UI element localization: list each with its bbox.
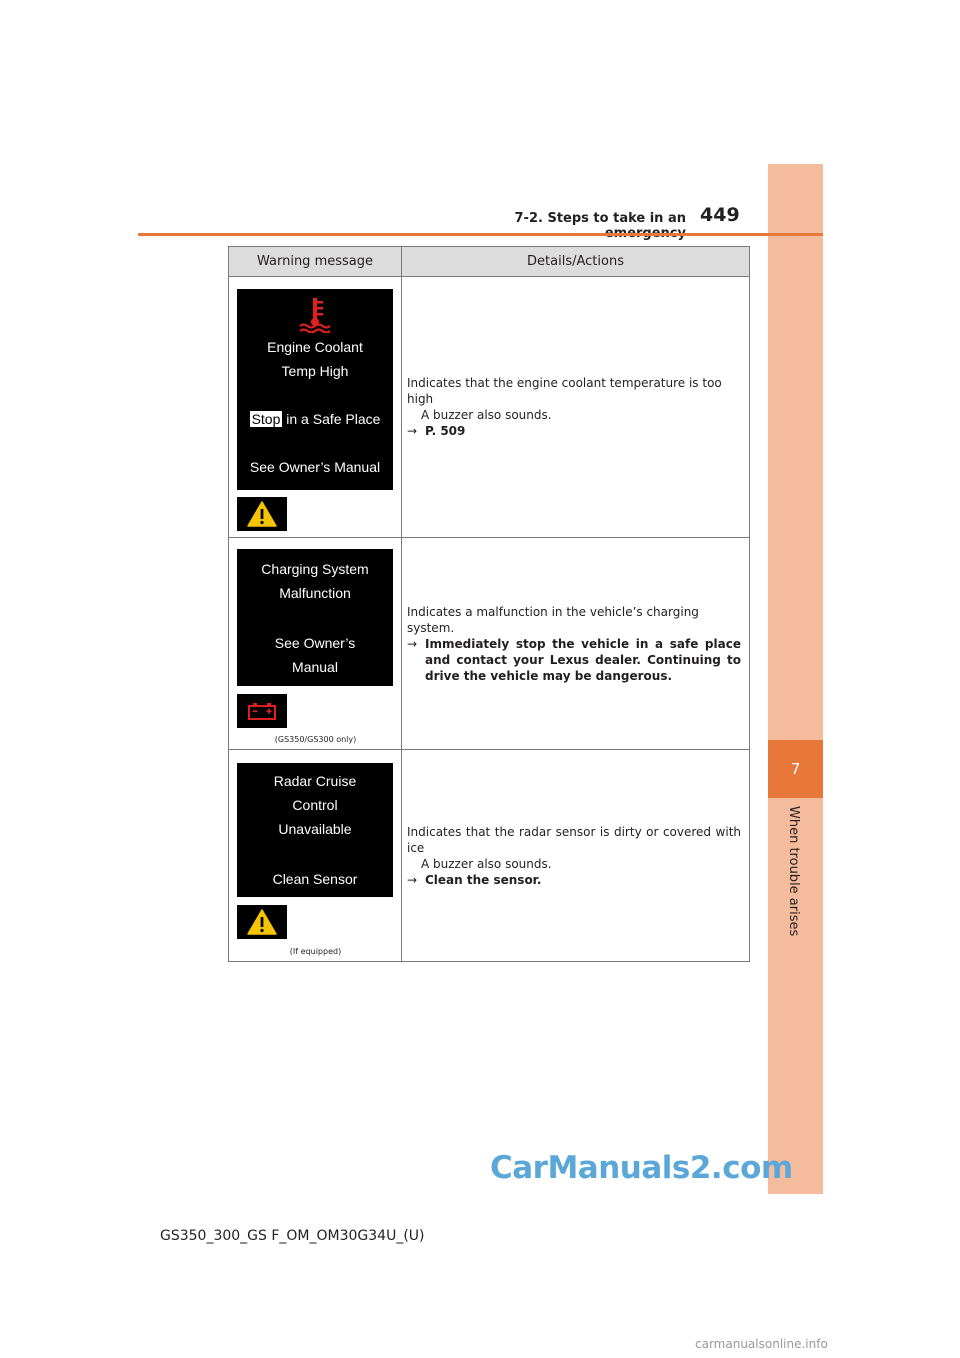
- display-line: Manual: [292, 658, 338, 675]
- arrow-symbol: →: [407, 636, 418, 651]
- display-line: Engine Coolant: [267, 339, 363, 355]
- page-reference[interactable]: P. 509: [425, 424, 466, 438]
- display-line: Control: [292, 797, 338, 813]
- display-line: Charging System: [261, 560, 369, 577]
- chapter-number: 7: [790, 760, 801, 778]
- chapter-number-tab: [768, 740, 823, 798]
- detail-text: Indicates a malfunction in the vehicle’s charging system.: [407, 604, 699, 635]
- indicator-box: [237, 497, 287, 531]
- charging-system-display: [237, 549, 393, 686]
- table-header-row: [229, 247, 750, 277]
- document-code: GS350_300_GS F_OM_OM30G34U_(U): [160, 1228, 425, 1244]
- coolant-temperature-icon: [295, 295, 335, 333]
- header-rule: [138, 233, 823, 236]
- details-cell: [402, 277, 750, 538]
- detail-text: Indicates that the radar sensor is dirty or covered with ice: [407, 824, 741, 855]
- display-line: Stop in a Safe Place: [251, 411, 381, 427]
- radar-cruise-display: [237, 763, 393, 897]
- chapter-label: When trouble arises: [786, 806, 801, 937]
- column-header-details-actions: Details/Actions: [402, 247, 750, 277]
- side-tab-band: [768, 164, 823, 1194]
- display-line: Radar Cruise: [273, 773, 357, 789]
- detail-text: A buzzer also sounds.: [421, 408, 552, 422]
- model-note: (GS350/GS300 only): [274, 735, 357, 744]
- action-text: → Clean the sensor.: [407, 872, 542, 887]
- indicator-box: [237, 905, 287, 939]
- watermark-carmanuals2: CarManuals2.com: [490, 1150, 793, 1186]
- display-line: Temp High: [281, 363, 349, 379]
- section-title: 7-2. Steps to take in an: [514, 211, 686, 226]
- engine-coolant-display: [237, 289, 393, 490]
- warning-image-cell: [229, 538, 402, 750]
- indicator-box: [237, 694, 287, 728]
- table-row: [229, 277, 750, 538]
- table-row: [229, 750, 750, 962]
- warning-image-cell: [229, 750, 402, 962]
- action-text: [407, 423, 741, 439]
- detail-text: Indicates that the engine coolant temperature is too high: [407, 376, 722, 406]
- column-header-warning-message: Warning message: [229, 247, 402, 277]
- battery-icon: [247, 701, 277, 721]
- details-cell: [402, 538, 750, 750]
- display-line: See Owner’s: [274, 634, 356, 651]
- display-line: See Owner’s Manual: [249, 459, 381, 475]
- arrow-symbol: →: [407, 872, 418, 887]
- page-number: 449: [700, 204, 740, 226]
- watermark-carmanualsonline: carmanualsonline.info: [695, 1337, 828, 1351]
- warning-message-table: [228, 246, 750, 962]
- detail-text: A buzzer also sounds.: [421, 856, 552, 871]
- warning-triangle-icon: [247, 909, 277, 935]
- display-line: Unavailable: [278, 821, 352, 837]
- details-cell: [402, 750, 750, 962]
- display-line: Malfunction: [279, 584, 351, 601]
- stop-highlight: Stop: [251, 411, 281, 427]
- display-line: Clean Sensor: [272, 871, 358, 887]
- table-row: [229, 538, 750, 750]
- equipment-note: (If equipped): [289, 947, 342, 956]
- action-text: → Immediately stop the vehicle in a safe place and contact your Lexus dealer. Continuing to drive the vehicle may be dangerous.: [407, 636, 741, 683]
- arrow-symbol: →: [407, 424, 418, 438]
- warning-image-cell: [229, 277, 402, 538]
- warning-triangle-icon: [247, 501, 277, 527]
